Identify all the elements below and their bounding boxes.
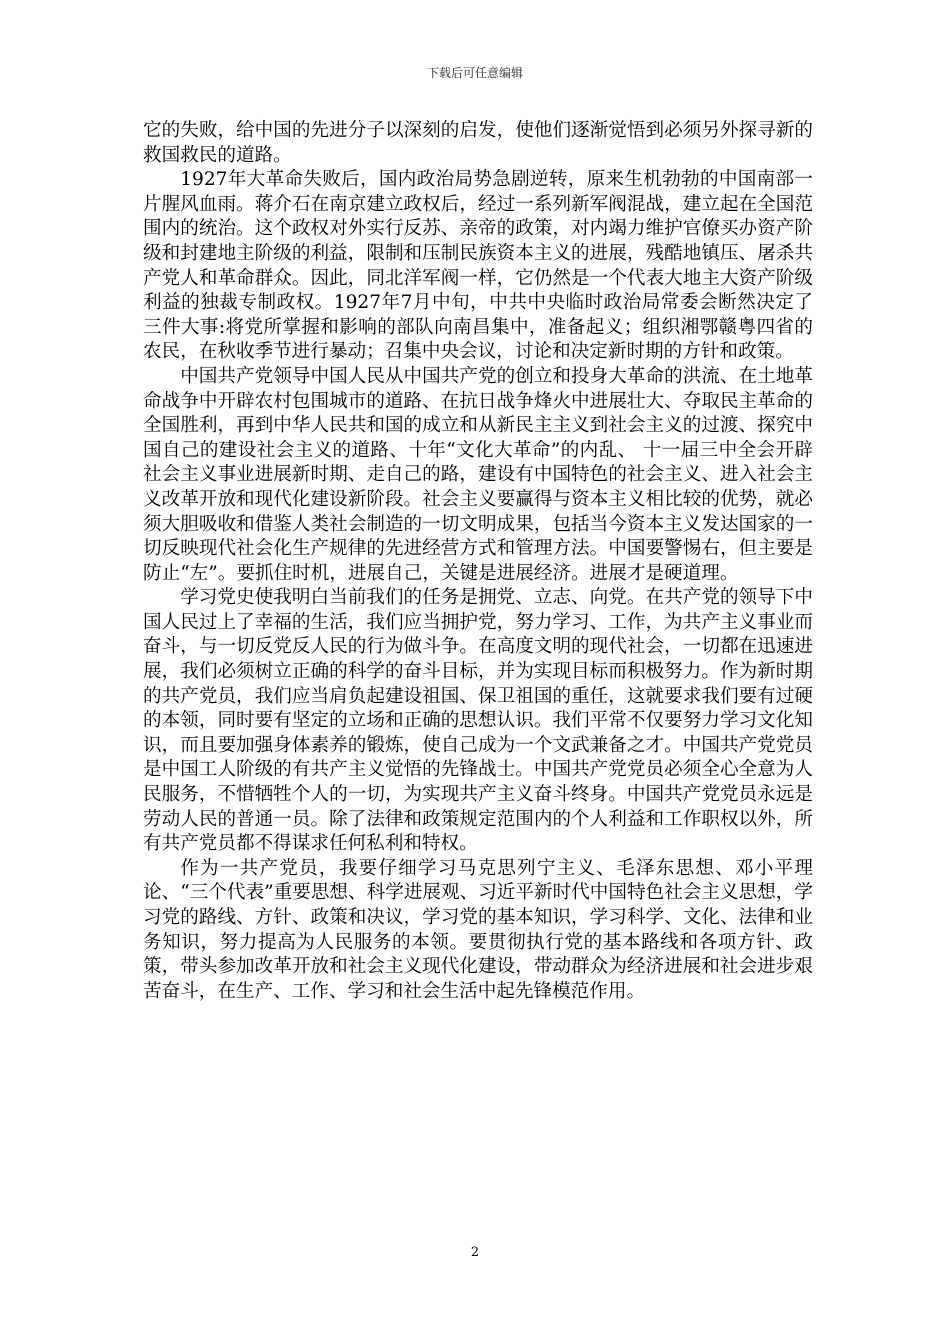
paragraph-4: 学习党史使我明白当前我们的任务是拥党、立志、向党。在共产党的领导下中国人民过上了幸福的生活，我们应当拥护党，努力学习、工作，为共产主义事业而奋斗，与一切反党反人民的行为做斗争。在高度文明的现代社会，一切都在迅速进展，我们必须树立正确的科学的奋斗目标，并为实现目标而积极努力。作为新时期的共产党员，我们应当肩负起建设祖国、保卫祖国的重任，这就要求我们要有过硬的本领，同时要有坚定的立场和正确的思想认识。我们平常不仅要努力学习文化知识，而且要加强身体素养的锻炼，使自己成为一个文武兼备之才。中国共产党党员是中国工人阶级的有共产主义觉悟的先锋战士。中国共产党党员必须全心全意为人民服务，不惜牺牲个人的一切，为实现共产主义奋斗终身。中国共产党党员永远是劳动人民的普通一员。除了法律和政策规定范围内的个人利益和工作职权以外，所有共产党员都不得谋求任何私利和特权。: [143, 587, 813, 855]
document-body: [143, 119, 813, 1004]
paragraph-2: 1927年大革命失败后，国内政治局势急剧逆转，原来生机勃勃的中国南部一片腥风血雨。蒋介石在南京建立政权后，经过一系列新军阀混战，建立起在全国范围内的统治。这个政权对外实行反苏、亲帝的政策，对内竭力维护官僚买办资产阶级和封建地主阶级的利益，限制和压制民族资本主义的进展，残酷地镇压、屠杀共产党人和革命群众。因此，同北洋军阀一样，它仍然是一个代表大地主大资产阶级利益的独裁专制政权。1927年7月中旬，中共中央临时政治局常委会断然决定了三件大事:将党所掌握和影响的部队向南昌集中，准备起义；组织湘鄂赣粤四省的农民，在秋收季节进行暴动；召集中央会议，讨论和决定新时期的方针和政策。: [143, 169, 813, 363]
paragraph-3: 中国共产党领导中国人民从中国共产党的创立和投身大革命的洪流、在土地革命战争中开辟农村包围城市的道路、在抗日战争烽火中进展壮大、夺取民主革命的全国胜利，再到中华人民共和国的成立和从新民主主义到社会主义的过渡、探究中国自己的建设社会主义的道路、十年“文化大革命”的内乱、 十一届三中全会开辟社会主义事业进展新时期、走自己的路，建设有中国特色的社会主义、进入社会主义改革开放和现代化建设新阶段。社会主义要赢得与资本主义相比较的优势，就必须大胆吸收和借鉴人类社会制造的一切文明成果，包括当今资本主义发达国家的一切反映现代社会化生产规律的先进经营方式和管理方法。中国要警惕右，但主要是防止“左”。要抓住时机，进展自己，关键是进展经济。进展才是硬道理。: [143, 365, 813, 584]
page-header: 下载后可任意编辑: [426, 66, 523, 80]
paragraph-1: 它的失败，给中国的先进分子以深刻的启发，使他们逐渐觉悟到必须另外探寻新的救国救民的道路。: [143, 120, 813, 166]
page-number: 2: [470, 1245, 480, 1260]
paragraph-5: 作为一共产党员，我要仔细学习马克思列宁主义、毛泽东思想、邓小平理论、“三个代表”重要思想、科学进展观、习近平新时代中国特色社会主义思想，学习党的路线、方针、政策和决议，学习党的基本知识，学习科学、文化、法律和业务知识，努力提高为人民服务的本领。要贯彻执行党的基本路线和各项方针、政策，带头参加改革开放和社会主义现代化建设，带动群众为经济进展和社会进步艰苦奋斗，在生产、工作、学习和社会生活中起先锋模范作用。: [143, 857, 813, 1002]
